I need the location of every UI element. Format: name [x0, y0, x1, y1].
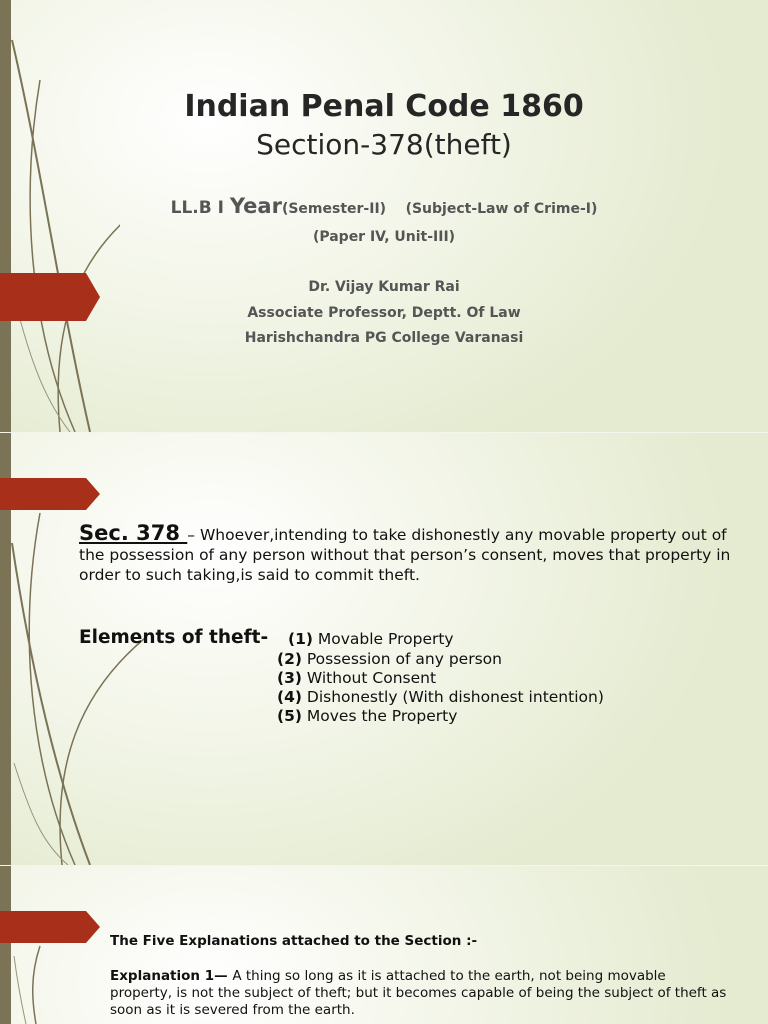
- section-definition: [79, 523, 749, 585]
- course-semester: (Semester-II): [281, 201, 387, 217]
- course-subject: (Subject-Law of Crime-I): [405, 201, 598, 217]
- course-year: Year: [229, 194, 282, 218]
- decorative-curves-icon: [0, 866, 80, 1024]
- element-item: (4) Dishonestly (With dishonest intention): [277, 688, 604, 706]
- author-name: Dr. Vijay Kumar Rai: [308, 279, 460, 295]
- slide-arrow-marker: [0, 478, 100, 510]
- presentation-subtitle: Section-378(theft): [256, 128, 512, 161]
- element-item: (1) Movable Property: [288, 630, 454, 648]
- explanations-title: The Five Explanations attached to the Section :-: [110, 933, 478, 949]
- presentation-title: Indian Penal Code 1860: [184, 89, 584, 124]
- explanation-1-text: A thing so long as it is attached to the earth, not being movable property, is not the subject of theft; but it becomes capable of being the subject of theft as soon as it is severed from the earth.: [110, 968, 727, 1018]
- course-prefix: LL.B I: [170, 198, 230, 218]
- slide-explanations: [0, 866, 768, 1024]
- paper-info: (Paper IV, Unit-III): [312, 229, 456, 245]
- slide-title: [0, 0, 768, 432]
- element-item: (3) Without Consent: [277, 669, 437, 687]
- author-title: Associate Professor, Deptt. Of Law: [247, 305, 521, 321]
- element-item: (5) Moves the Property: [277, 707, 458, 725]
- author-college: Harishchandra PG College Varanasi: [244, 330, 524, 346]
- course-info: [0, 194, 768, 218]
- explanation-1: [110, 968, 730, 1019]
- slide-arrow-marker: [0, 911, 100, 943]
- section-heading: Sec. 378: [79, 521, 188, 545]
- elements-title: Elements of theft-: [79, 627, 269, 648]
- explanation-1-label: Explanation 1—: [110, 968, 233, 984]
- section-text: – Whoever,intending to take dishonestly any movable property out of the possession of any person without that person’s consent, moves that property in order to such taking,is said to commit theft.: [79, 526, 731, 584]
- slide-section-378: [0, 433, 768, 865]
- element-item: (2) Possession of any person: [277, 650, 502, 668]
